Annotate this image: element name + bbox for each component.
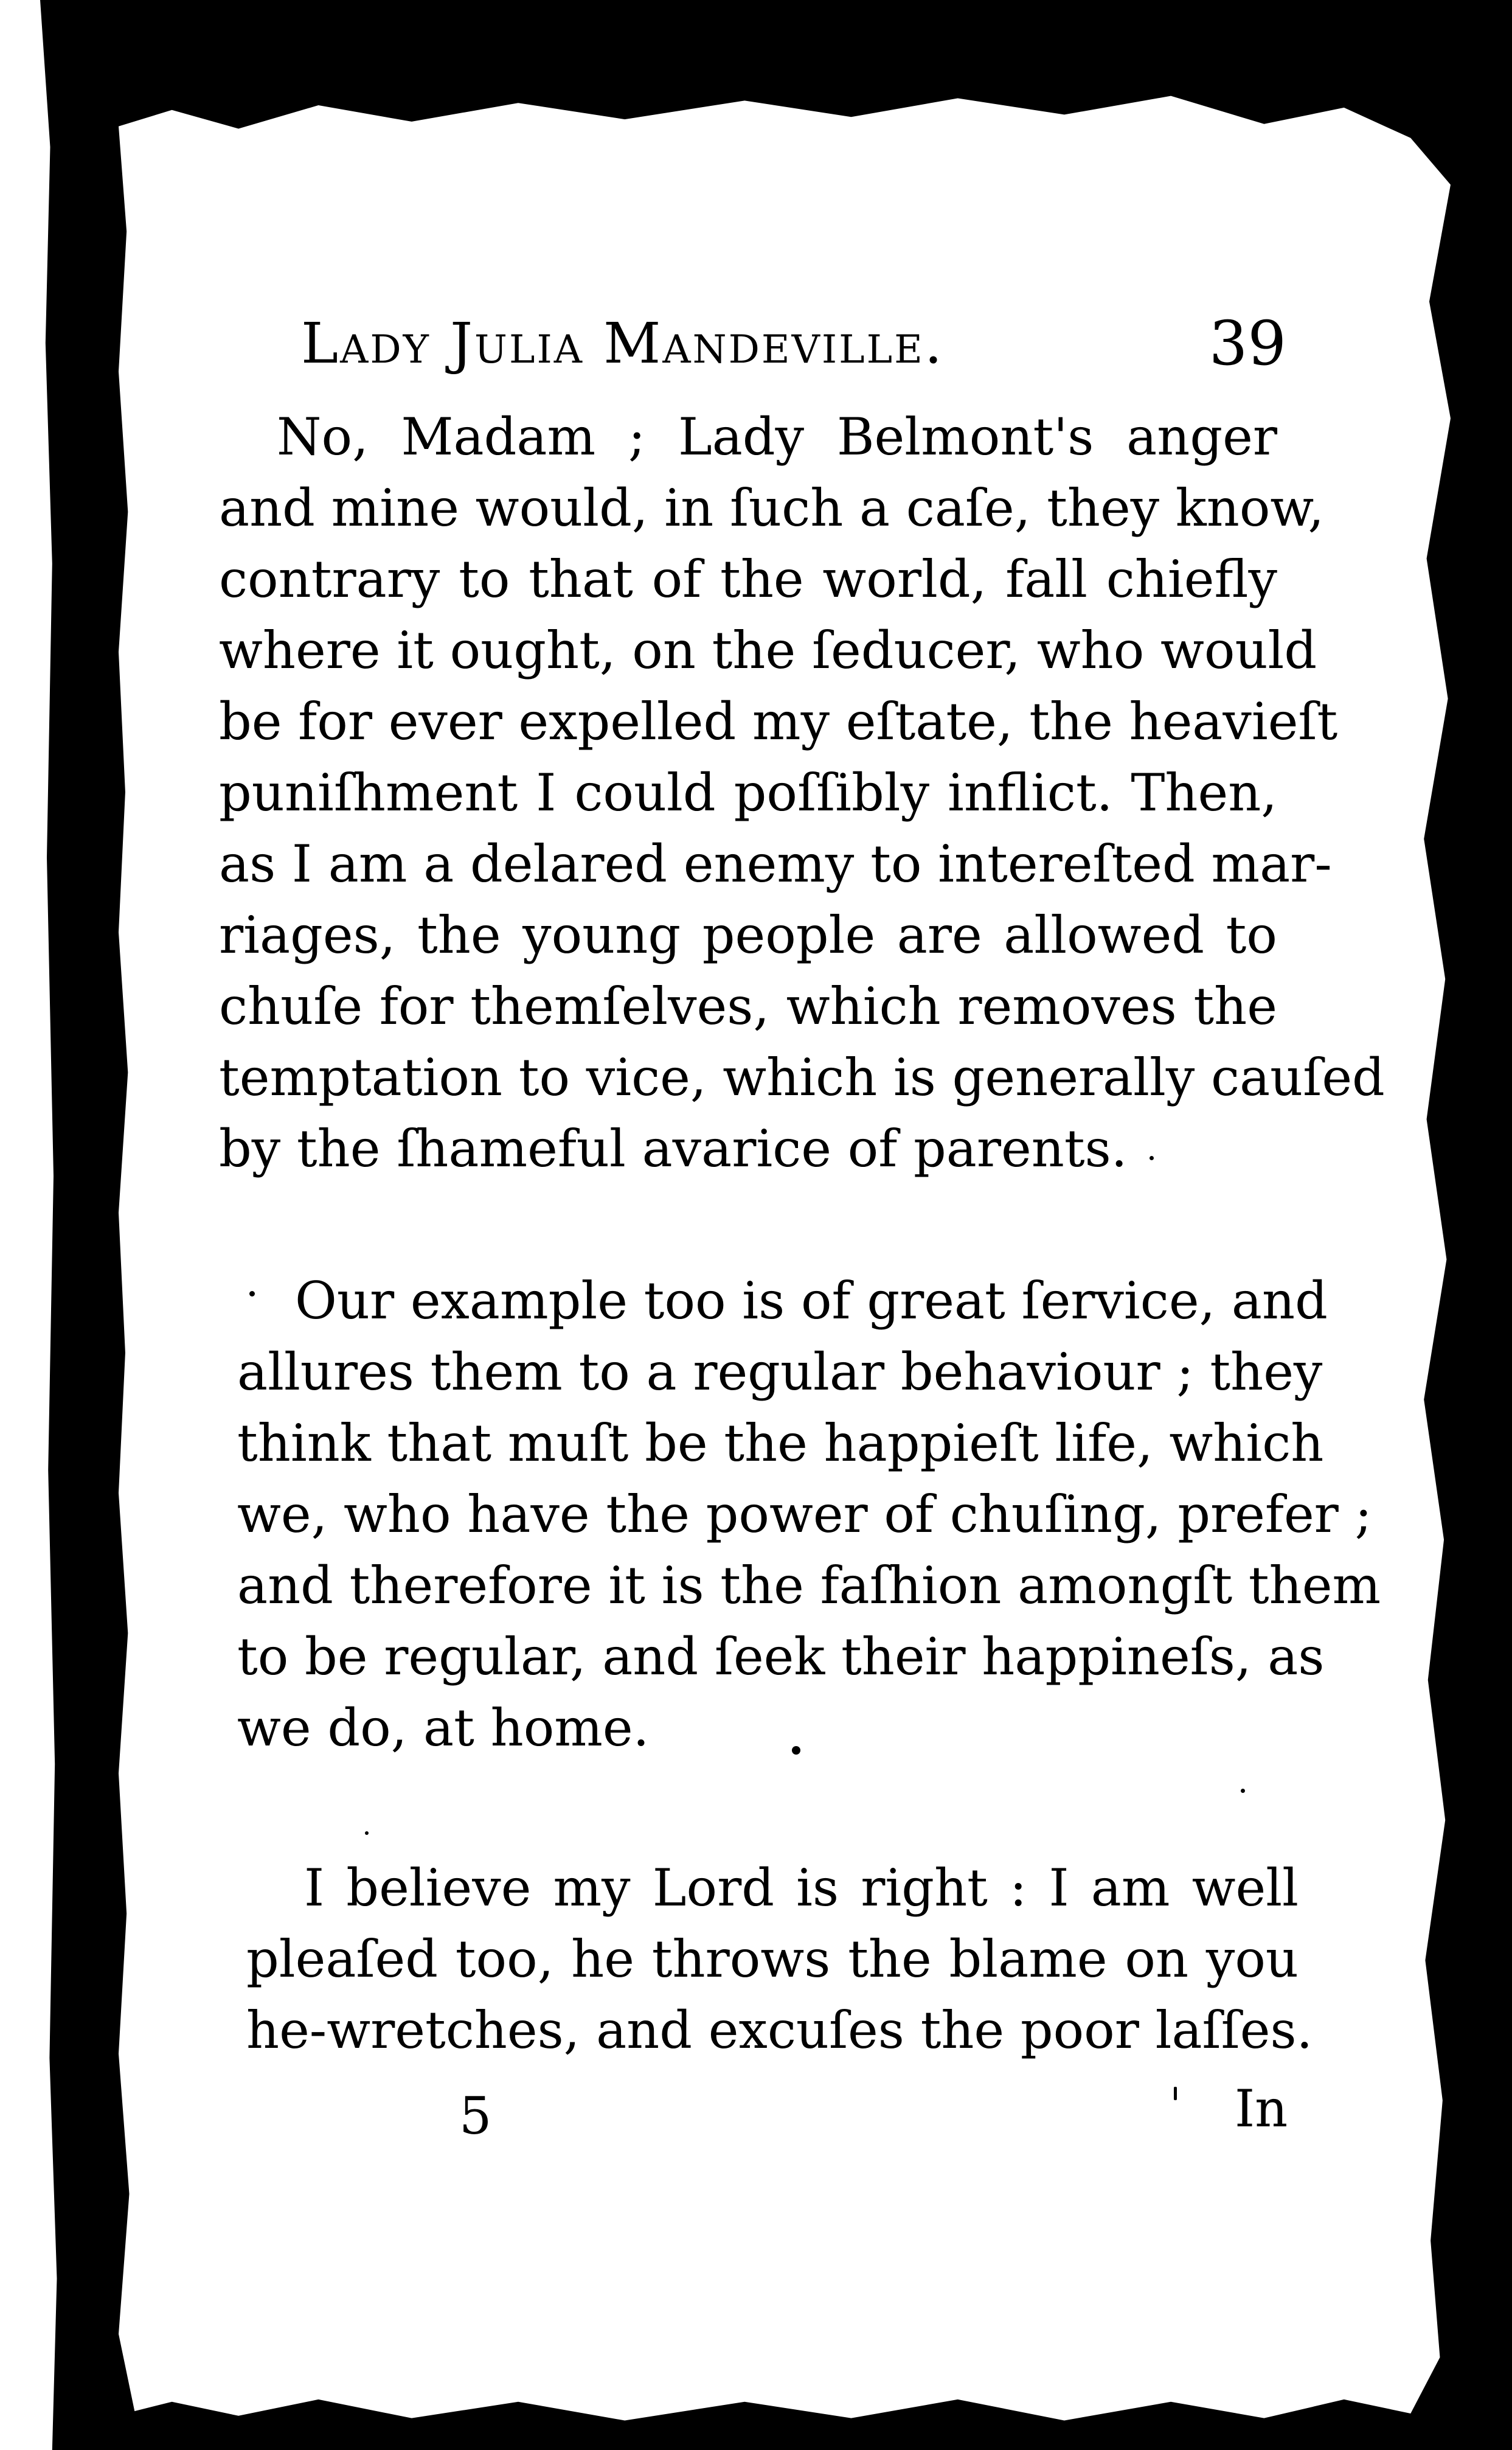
text-line: No, Madam ; Lady Belmont's anger (277, 407, 1277, 467)
running-title: Lady Julia Mandeville. (301, 311, 945, 376)
text-line: puniſhment I could poſſibly inflict. Then, (219, 763, 1277, 823)
signature-mark: 5 (459, 2086, 492, 2146)
text-line: riages, the young people are allowed to (219, 905, 1277, 965)
text-line: we, who have the power of chuſing, prefer ; (237, 1484, 1372, 1544)
text-line: pleaſed too, he throws the blame on you (246, 1929, 1299, 1989)
ink-speck (1174, 2087, 1177, 2100)
text-line: by the ſhameful avarice of parents. (219, 1119, 1128, 1178)
paragraph-1 (219, 402, 1385, 1185)
text-line: allures them to a regular behaviour ; they (237, 1342, 1323, 1402)
page-number: 39 (1209, 308, 1286, 379)
text-line: he-wretches, and excuſes the poor laſſes. (246, 2000, 1313, 2060)
text-line: contrary to that of the world, fall chiefly (219, 549, 1277, 609)
text-line: we do, at home. (237, 1698, 650, 1758)
paragraph-2 (237, 1265, 1381, 1764)
ink-speck (365, 1831, 369, 1835)
text-line: be for ever expelled my eſtate, the heavieſt (219, 692, 1338, 751)
catchword: In (1235, 2079, 1288, 2139)
text-line: Our example too is of great ſervice, and (295, 1271, 1328, 1331)
text-line: and therefore it is the faſhion amongſt them (237, 1556, 1381, 1615)
ink-speck (792, 1746, 800, 1755)
ink-speck (249, 1291, 255, 1296)
running-head (301, 298, 1286, 389)
text-line: to be regular, and ſeek their happineſs, as (237, 1627, 1325, 1686)
ink-speck (1241, 1789, 1245, 1793)
text-line: and mine would, in ſuch a caſe, they know, (219, 478, 1325, 538)
text-line: as I am a delared enemy to intereſted mar- (219, 834, 1332, 894)
text-line: chuſe for themſelves, which removes the (219, 976, 1277, 1036)
ink-speck (1150, 1156, 1154, 1160)
text-line: temptation to vice, which is generally cauſed (219, 1048, 1385, 1107)
text-line: where it ought, on the ſeducer, who would (219, 621, 1317, 680)
text-line: I believe my Lord is right : I am well (304, 1858, 1299, 1918)
paragraph-3 (246, 1853, 1313, 2066)
text-line: think that muſt be the happieſt life, which (237, 1413, 1324, 1473)
